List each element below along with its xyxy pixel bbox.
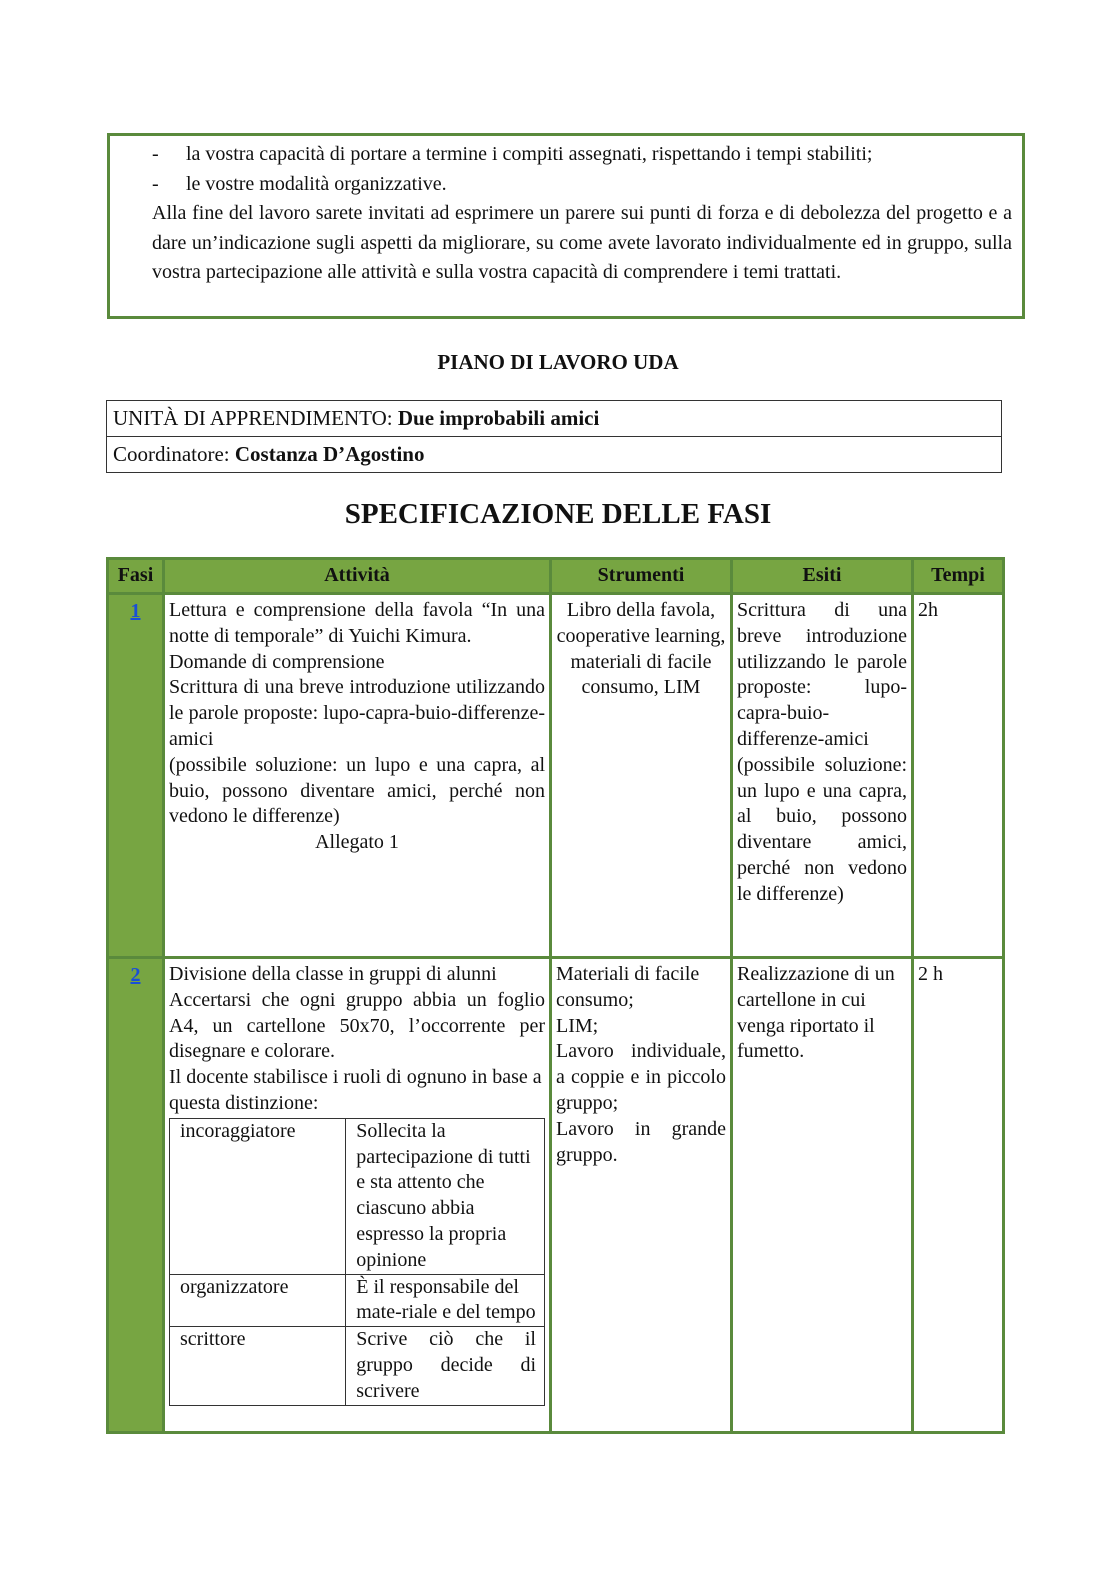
tempi-cell: 2h: [913, 594, 1004, 958]
coordinator-row: [107, 437, 1002, 473]
tool-line: Lavoro in grande gruppo.: [556, 1117, 726, 1166]
coordinator-label: Coordinatore:: [113, 442, 230, 466]
bullet-dash: -: [152, 172, 159, 195]
header-esiti: Esiti: [732, 559, 913, 594]
header-attivita: Attività: [164, 559, 551, 594]
roles-table: [169, 1118, 545, 1406]
activity-line: Il docente stabilisce i ruoli di ognuno in base a questa distinzione:: [169, 1066, 542, 1114]
header-tempi: Tempi: [913, 559, 1004, 594]
bullet-item: [152, 140, 1012, 170]
phase-number-cell: [108, 958, 164, 1433]
strumenti-cell: [551, 958, 732, 1433]
activity-line: Divisione della classe in gruppi di alunni: [169, 963, 497, 985]
role-name: incoraggiatore: [170, 1118, 346, 1274]
bullet-text: le vostre modalità organizzative.: [186, 172, 447, 195]
attivita-cell: [164, 958, 551, 1433]
tool-line: LIM;: [556, 1014, 599, 1037]
role-row: [170, 1118, 545, 1274]
activity-line: Lettura e comprensione della favola “In una notte di temporale” di Yuichi Kimura.: [169, 599, 545, 647]
unit-info-table: [106, 400, 1002, 473]
header-fasi: Fasi: [108, 559, 164, 594]
coordinator-value: Costanza D’Agostino: [234, 442, 425, 466]
attivita-cell: [164, 594, 551, 958]
activity-line: Accertarsi che ogni gruppo abbia un foglio A4, un cartellone 50x70, l’occorrente per disegnare e colorare.: [169, 988, 545, 1063]
esiti-cell: Scrittura di una breve introduzione utilizzando le parole proposte: lupo-capra-buio-differenze-amici (possibile soluzione: un lupo e una capra, al buio, possono diventare amici, perché non vedono le differenze): [732, 594, 913, 958]
phases-table: [106, 557, 1005, 1434]
table-row: [108, 594, 1004, 958]
plan-title: PIANO DI LAVORO UDA: [437, 350, 679, 374]
attachment-label: Allegato 1: [315, 831, 399, 854]
phase-1-link[interactable]: 1: [130, 600, 141, 622]
unit-row: [107, 401, 1002, 437]
role-description: È il responsabile del mate-riale e del tempo: [346, 1274, 545, 1327]
intro-box: [107, 133, 1025, 319]
bullet-text: la vostra capacità di portare a termine i compiti assegnati, rispettando i tempi stabiliti;: [186, 143, 873, 165]
phase-2-link[interactable]: 2: [130, 964, 141, 986]
spec-title: SPECIFICAZIONE DELLE FASI: [344, 498, 772, 530]
header-strumenti: Strumenti: [551, 559, 732, 594]
role-name: organizzatore: [170, 1274, 346, 1327]
tool-line: Lavoro individuale, a coppie e in piccolo gruppo;: [556, 1040, 726, 1114]
unit-label: UNITÀ DI APPRENDIMENTO:: [113, 406, 393, 430]
table-row: [108, 958, 1004, 1433]
role-description: Scrive ciò che il gruppo decide di scrivere: [346, 1327, 545, 1405]
unit-value: Due improbabili amici: [397, 406, 600, 430]
bullet-dash: -: [152, 143, 159, 165]
role-row: [170, 1327, 545, 1405]
activity-line: Domande di comprensione: [169, 650, 385, 673]
activity-line: (possibile soluzione: un lupo e una capra, al buio, possono diventare amici, perché non vedono le differenze): [169, 753, 545, 828]
tempi-cell: 2 h: [913, 958, 1004, 1433]
esiti-cell: Realizzazione di un cartellone in cui venga riportato il fumetto.: [732, 958, 913, 1433]
bullet-item: [152, 170, 1012, 200]
header-row: [108, 559, 1004, 594]
tool-line: Materiali di facile consumo;: [556, 963, 700, 1011]
role-row: [170, 1274, 545, 1327]
role-description: Sollecita la partecipazione di tutti e sta attento che ciascuno abbia espresso la propria opinione: [346, 1118, 545, 1274]
role-name: scrittore: [170, 1327, 346, 1405]
strumenti-cell: Libro della favola, cooperative learning, materiali di facile consumo, LIM: [551, 594, 732, 958]
phase-number-cell: [108, 594, 164, 958]
intro-paragraph: Alla fine del lavoro sarete invitati ad esprimere un parere sui punti di forza e di debolezza del progetto e a dare un’indicazione sugli aspetti da migliorare, su come avete lavorato individualmente ed in gruppo, sulla vostra partecipazione alle attività e sulla vostra capacità di comprendere i temi trattati.: [152, 202, 1012, 283]
activity-line: Scrittura di una breve introduzione utilizzando le parole proposte: lupo-capra-buio-differenze-amici: [169, 676, 545, 750]
